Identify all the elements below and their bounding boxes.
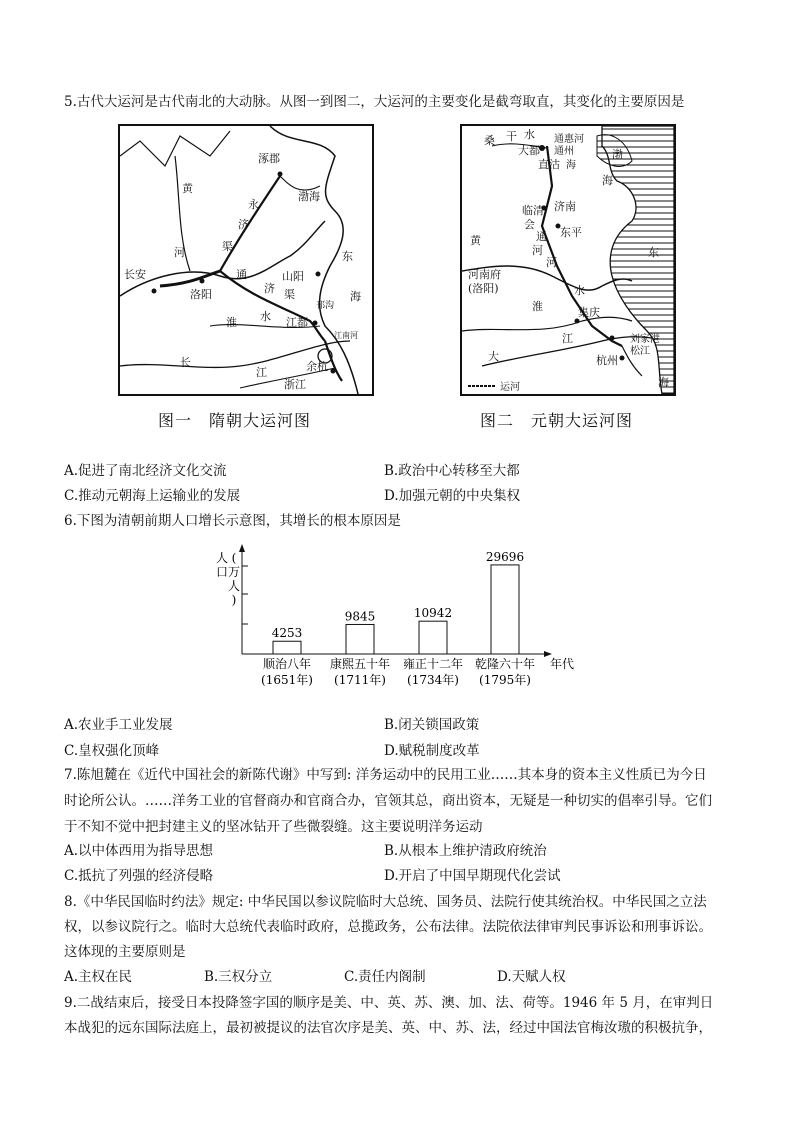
map2-label: 河 [546,256,557,269]
map1-caption: 图一 隋朝大运河图 [158,411,312,430]
q7-line: 7.陈旭麓在《近代中国社会的新陈代谢》中写到: 洋务运动中的民用工业……其本身的资本主义性质已为今日 [64,767,707,783]
population-bar-chart [212,544,592,694]
x-tick-label: 康熙五十年 [329,657,391,671]
map1-label: 江 [256,366,267,379]
map2-label: 干 [506,130,517,143]
bar-value-label: 10942 [413,606,453,621]
map2-label: 直沽 [538,158,560,171]
map2-label: 会 [524,218,535,231]
map2-label: 淮 [532,300,543,313]
map1-label: 洛阳 [190,288,212,301]
map1-label: 东 [342,250,353,263]
map2-label: 东平 [560,226,582,239]
map1-label: 江都 [286,316,308,329]
q6-option-d[interactable]: D.赋税制度改革 [384,743,480,759]
map2-label: 大都 [518,144,540,157]
map1-label: 涿郡 [258,152,280,165]
bar [346,624,374,654]
q8-line: 权，以参议院行之。临时大总统代表临时政府，总揽政务，公布法律。法院依法律审判民事诉讼和刑事诉讼。 [64,919,712,935]
q9-line: 9.二战结束后，接受日本投降签字国的顺序是美、中、英、苏、澳、加、法、荷等。1946 年 5 月，在审判日 [64,995,714,1011]
q8-line: 8.《中华民国临时约法》规定: 中华民国以参议院临时大总统、国务员、法院行使其统治权。中华民国之立法 [64,894,707,910]
q5-option-a[interactable]: A.促进了南北经济文化交流 [64,463,227,479]
x-tick-label: 乾隆六十年 [474,657,536,671]
q9-line: 本战犯的远东国际法庭上，最初被提议的法官次序是美、英、中、苏、法，经过中国法官梅汝璈的积极抗争， [64,1020,712,1036]
q8-line: 这体现的主要原则是 [64,944,186,960]
q6-option-a[interactable]: A.农业手工业发展 [64,717,173,733]
map2-label: 济南 [554,200,576,213]
q6-stem: 6.下图为清朝前期人口增长示意图，其增长的根本原因是 [64,513,401,529]
map1-label: 渤海 [298,190,320,203]
map1-label: 永 [248,198,259,211]
map2-label: 江 [562,332,573,345]
map2-label: 松江 [630,346,650,357]
y-axis-label-vertical [216,551,240,607]
map2-label: 杭州 [596,354,618,367]
q7-option-c[interactable]: C.抵抗了列强的经济侵略 [64,868,214,884]
map1-label: 长安 [124,268,146,281]
map1-label: 河 [174,246,185,259]
map-sui-drawing [120,126,372,394]
x-tick-sublabel: (1795年) [479,673,531,687]
y-axis-label-char: 口 [215,565,229,579]
bar-value-label: 4253 [271,626,303,641]
q6-option-c[interactable]: C.皇权强化顶峰 [64,743,160,759]
map2-label: 水 [574,284,585,297]
y-axis-label-char: ) [231,593,237,607]
map1-label: 余杭 [306,360,328,373]
map2-label: 黄 [470,234,481,247]
map1-label: 淮 [226,316,237,329]
q8-option-c[interactable]: C.责任内阁制 [344,969,426,985]
map2-label: 临清 [522,204,544,217]
map1-label: 济 [238,218,249,231]
y-axis-label-char: 人 [215,551,229,565]
map1-label: 邗沟 [316,301,335,311]
q5-stem: 5.古代大运河是古代南北的大动脉。从图一到图二，大运河的主要变化是截弯取直，其变化的主要原因是 [64,94,685,110]
map2-label: 通州 [554,146,574,157]
x-axis-label: 年代 [550,657,575,671]
bar-value-label: 29696 [485,549,525,564]
map2-label: 水 [524,128,535,141]
map2-legend-canal: 运河 [500,382,520,393]
q7-option-b[interactable]: B.从根本上维护清政府统治 [384,843,547,859]
y-axis-label-char: 人 [227,579,241,593]
map2-label: 海 [566,160,576,171]
q7-option-a[interactable]: A.以中体西用为指导思想 [64,843,214,859]
bar-value-label: 9845 [344,609,376,624]
x-tick-label: 顺治八年 [262,657,312,671]
map2-label: 东 [648,246,659,259]
q5-option-d[interactable]: D.加强元朝的中央集权 [384,488,521,504]
map2-label: 海 [658,376,669,389]
map1-label: 山阳 [282,270,304,283]
map2-label: 海 [602,174,613,187]
q8-option-b[interactable]: B.三权分立 [204,969,273,985]
map2-label: 通惠河 [554,134,584,145]
y-axis-label-char: 万 [227,565,241,579]
y-axis-label-char: ( [231,551,237,565]
map1-label: 黄 [182,182,193,195]
map2-label: 刘家港 [630,334,660,345]
q8-option-d[interactable]: D.天赋人权 [497,969,566,985]
q7-line: 于不知不觉中把封建主义的坚冰钻开了些微裂缝。这主要说明洋务运动 [64,819,483,835]
map1-label: 海 [350,290,361,303]
map2-label: (洛阳) [468,282,499,295]
bar [273,641,301,654]
map1-label: 江南河 [334,331,358,340]
map1-label: 通 [236,268,247,281]
map1-label: 济 [264,282,275,295]
map2-label: 大 [488,350,499,363]
map1-label: 长 [180,356,191,369]
map2-caption: 图二 元朝大运河图 [480,411,634,430]
x-tick-sublabel: (1711年) [334,673,386,687]
q7-option-d[interactable]: D.开启了中国早期现代化尝试 [384,868,561,884]
q8-option-a[interactable]: A.主权在民 [64,969,133,985]
map1-label: 渠 [284,288,295,301]
map-sui-grand-canal [118,124,374,396]
x-tick-sublabel: (1651年) [261,673,313,687]
q5-option-b[interactable]: B.政治中心转移至大都 [384,463,520,479]
map1-label: 水 [260,310,271,323]
map-yuan-grand-canal [460,124,676,396]
x-tick-sublabel: (1734年) [407,673,459,687]
bar [491,565,519,654]
map2-label: 河 [532,244,543,257]
map2-label: 桑 [484,134,495,147]
q6-option-b[interactable]: B.闭关锁国政策 [384,717,480,733]
map1-label: 浙江 [284,378,306,391]
map2-label: 集庆 [578,306,600,319]
map1-label: 渠 [222,240,233,253]
map2-label: 渤 [612,148,623,161]
map2-label: 河南府 [468,268,501,281]
x-tick-label: 雍正十二年 [402,657,464,671]
q5-option-c[interactable]: C.推动元朝海上运输业的发展 [64,488,241,504]
y-axis-arrow [239,544,245,552]
map2-label: 通 [536,230,547,243]
bar [419,621,447,654]
q7-line: 时论所公认。……洋务工业的官督商办和官商合办，官领其总，商出资本，无疑是一种切实的倡率引导。它们 [64,793,712,809]
